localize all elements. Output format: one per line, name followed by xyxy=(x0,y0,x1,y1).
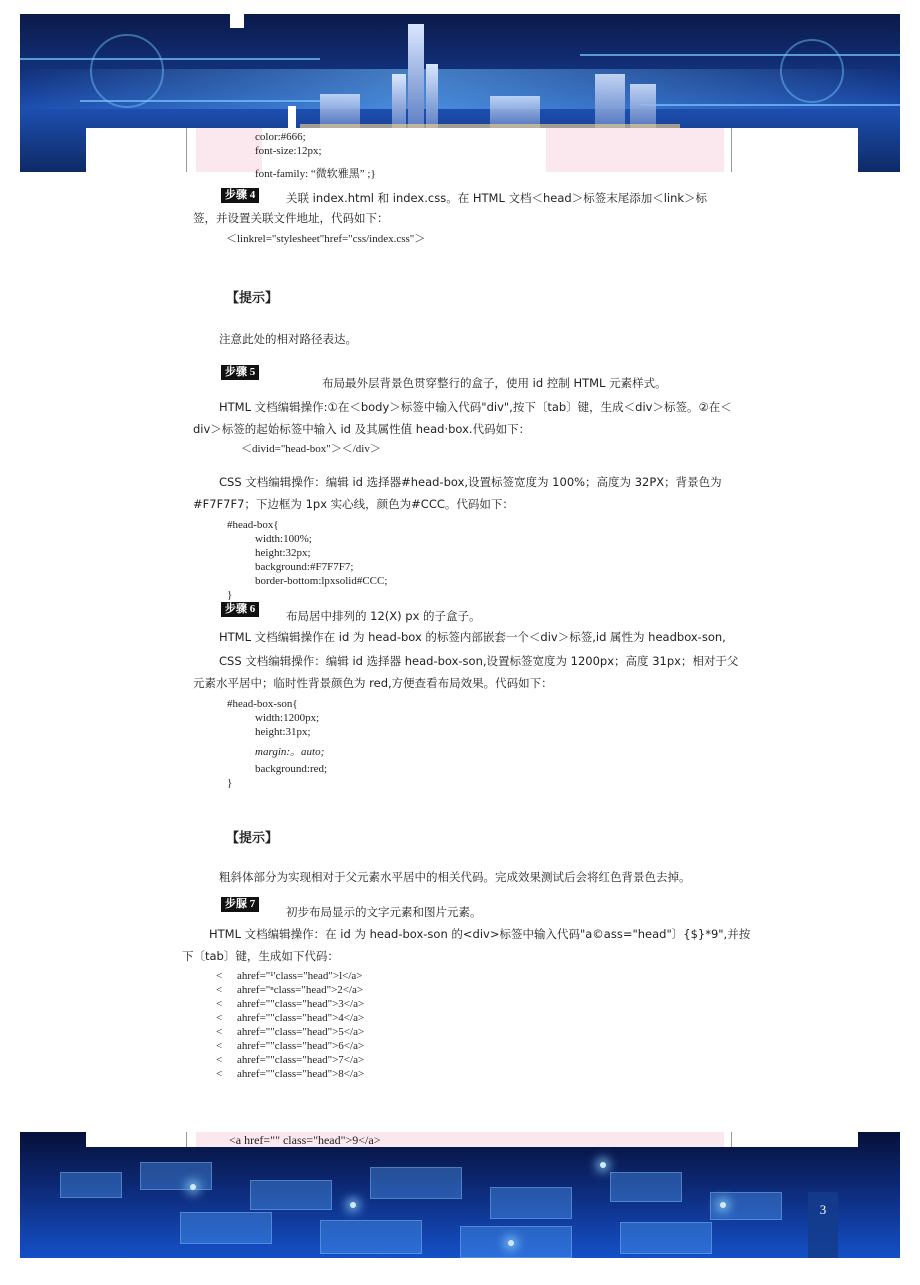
code-line: font-size:12px; xyxy=(255,145,322,157)
code-prefix: < xyxy=(216,984,223,996)
tip-title: 【提示】 xyxy=(226,291,279,306)
code-line: height:31px; xyxy=(255,726,311,738)
code-line: #head-box-son{ xyxy=(227,698,298,710)
code-line: ＜linkrel="stylesheet"href="css/index.css"＞ xyxy=(226,233,426,245)
step-badge: 步骤 6 xyxy=(221,602,259,617)
code-prefix: < xyxy=(216,970,223,982)
step-badge: 步骤 5 xyxy=(221,365,259,380)
step-title: 布局居中排列的 12(X) px 的子盒子。 xyxy=(286,609,481,623)
code-line: width:100%; xyxy=(255,533,312,545)
step-text: div＞标签的起始标签中输入 id 及其属性值 head·box.代码如下： xyxy=(193,422,531,436)
pink-strip xyxy=(546,128,724,172)
code-line: background:#F7F7F7; xyxy=(255,561,354,573)
step-title: 布局最外层背景色贯穿整行的盒子，使用 id 控制 HTML 元素样式。 xyxy=(322,376,667,390)
code-line: ahref=""class="head">5</a> xyxy=(237,1026,365,1038)
code-prefix: < xyxy=(216,998,223,1010)
step-text: #F7F7F7；下边框为 1px 实心线，颜色为#CCC。代码如下： xyxy=(193,497,514,511)
code-line: } xyxy=(227,777,233,789)
pink-strip xyxy=(196,128,262,172)
code-line: <a href="" class="head">9</a> xyxy=(229,1133,381,1147)
step-text: 下〔tab〕键，生成如下代码： xyxy=(182,949,339,963)
code-line: width:1200px; xyxy=(255,712,320,724)
code-prefix: < xyxy=(216,1068,223,1080)
code-prefix: < xyxy=(216,1040,223,1052)
step-text: 签，并设置关联文件地址，代码如下： xyxy=(193,211,389,225)
step-text: HTML 文档编辑操作:①在＜body＞标签中输入代码"div",按下〔tab〕键，生成＜div＞标签。②在＜ xyxy=(219,400,732,414)
code-line: ahref="¹'class="head">l</a> xyxy=(237,970,363,982)
code-line: ahref=""class="head">6</a> xyxy=(237,1040,365,1052)
code-line: ahref=""class="head">7</a> xyxy=(237,1054,365,1066)
code-line: height:32px; xyxy=(255,547,311,559)
step-badge: 步骤 4 xyxy=(221,188,259,203)
code-prefix: < xyxy=(216,1026,223,1038)
code-prefix: < xyxy=(216,1012,223,1024)
code-line: font-family: “微软雅黑” ;} xyxy=(255,168,376,180)
tip-text: 粗斜体部分为实现相对于父元素水平居中的相关代码。完成效果测试后会将红色背景色去掉。 xyxy=(219,870,691,884)
code-prefix: < xyxy=(216,1054,223,1066)
step-text: HTML 文档编辑操作在 id 为 head-box 的标签内部嵌套一个＜div＞标签,id 属性为 headbox-son, xyxy=(219,630,726,644)
step-text: 元素水平居中；临时性背景颜色为 red,方便查看布局效果。代码如下： xyxy=(193,676,553,690)
code-line: ahref=""class="head">3</a> xyxy=(237,998,365,1010)
code-line: #head-box{ xyxy=(227,519,279,531)
code-line: ahref=""class="head">4</a> xyxy=(237,1012,365,1024)
tip-title: 【提示】 xyxy=(226,831,279,846)
tip-text: 注意此处的相对路径表达。 xyxy=(219,332,357,346)
code-line: ahref="ⁿclass="head">2</a> xyxy=(237,984,364,996)
step-text: CSS 文档编辑操作：编辑 id 选择器#head-box,设置标签宽度为 100%；高度为 32PX；背景色为 xyxy=(219,475,722,489)
step-text: HTML 文档编辑操作：在 id 为 head-box-son 的<div>标签中输入代码"a©ass="head"〕{$}*9",并按 xyxy=(209,927,751,941)
code-line: background:red; xyxy=(255,763,328,775)
step-title: 初步布局显示的文字元素和图片元素。 xyxy=(286,905,482,919)
code-line: border-bottom:lpxsolid#CCC; xyxy=(255,575,388,587)
code-line: color:#666; xyxy=(255,131,306,143)
step-text: 关联 index.html 和 index.css。在 HTML 文档＜head＞标签末尾添加＜link＞标 xyxy=(286,191,708,205)
page-number: 3 xyxy=(819,1202,827,1217)
code-line: margin:。auto; xyxy=(255,746,325,758)
footer-banner-image xyxy=(20,1132,900,1258)
code-line: } xyxy=(227,589,233,601)
code-line: ＜divid="head-box"＞＜/div＞ xyxy=(241,443,381,455)
step-badge: 步脲 7 xyxy=(221,897,259,912)
step-text: CSS 文档编辑操作：编辑 id 选择器 head-box-son,设置标签宽度为 1200px；高度 31px；相对于父 xyxy=(219,654,739,668)
code-line: ahref=""class="head">8</a> xyxy=(237,1068,365,1080)
